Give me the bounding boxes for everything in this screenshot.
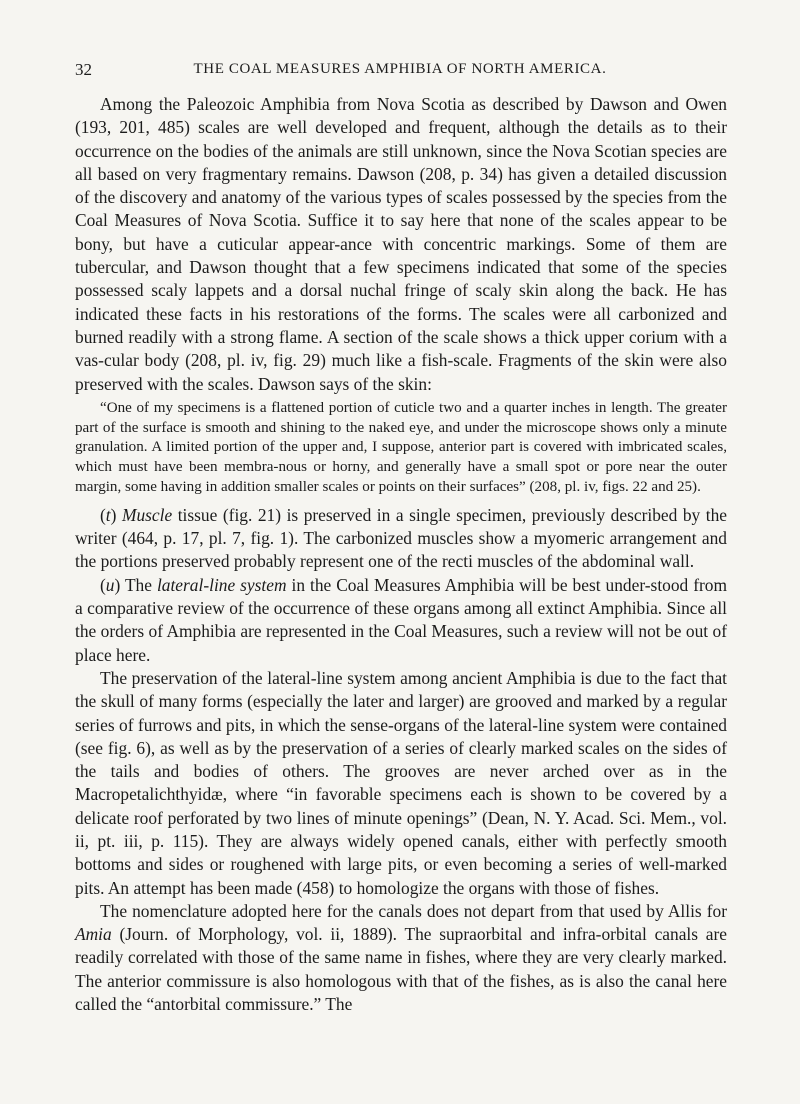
body-text [75,93,727,1016]
text-run: Among the Paleozoic Amphibia from Nova Scotia as described by Dawson and Owen (193, 201, 485) scales are well developed and frequent, although the details as to their occurrence on the bodies of the animals are still unknown, since the Nova Scotian species are all based on very fragmentary remains. Dawson (208, p. 34) has given a detailed discussion of the discovery and anatomy of the various types of scales possessed by the species from the Coal Measures of Nova Scotia. Suffice it to say here that none of the scales appear to be bony, but have a cuticular appear-ance with concentric markings. Some of them are tubercular, and Dawson thought that a few specimens indicated that some of the species possessed scaly lappets and a dorsal nuchal fringe of scaly skin along the back. He has indicated these facts in his restorations of the forms. The scales were all carbonized and burned readily with a strong flame. A section of the scale shows a thick upper corium with a vas-cular body (208, pl. iv, fig. 29) much like a fish-scale. Fragments of the skin were also preserved with the scales. Dawson says of the skin: [75,94,727,394]
paragraph-scales [75,93,727,396]
text-run: in the Coal Measures Amphibia will be best under-stood from a comparative review of the occurrence of these organs among all extinct Amphibia. Since all the orders of Amphibia are represented in the Coal Measures, such a review will not be out of place here. [75,574,728,665]
section-letter-t: t [105,504,111,525]
text-run: ( [100,574,106,595]
block-quote-skin [75,399,727,498]
text-run: ( [100,504,106,525]
text-run: “One of my specimens is a flattened portion of cuticle two and a quarter inches in length. The greater part of the surface is smooth and shining to the naked eye, and under the microscope shows only a minute granulation. A limited portion of the upper and, I suppose, anterior part is covered with imbricated scales, which must have been membra-nous or horny, and generally have a small spot or pore near the outer margin, some having in addition smaller scales or points on their surfaces” (208, pl. iv, figs. 22 and 25). [75,399,727,496]
paragraph-lateral-line [75,574,727,667]
paragraph-nomenclature [75,900,727,1016]
term-lateral-line-system: lateral-line system [156,574,287,595]
text-run: The preservation of the lateral-line system among ancient Amphibia is due to the fact that the skull of many forms (especially the later and larger) are grooved and marked by a regular series of furrows and pits, in which the sense-organs of the lateral-line system were contained (see fig. 6), as well as by the preservation of a series of clearly marked scales on the sides of the tails and bodies of others. The grooves are never arched over as in the Macropetalichthyidæ, where “in favorable specimens each is shown to be covered by a delicate roof perforated by two lines of minute openings” (Dean, N. Y. Acad. Sci. Mem., vol. ii, pt. iii, p. 115). They are always widely opened canals, either with perfectly smooth bottoms and sides or roughened with large pits, or even becoming a series of well-marked pits. An attempt has been made (458) to homologize the organs with those of fishes. [75,667,727,898]
paragraph-preservation [75,667,727,900]
page-number: 32 [75,60,92,79]
section-letter-u: u [105,574,115,595]
text-run: ) [110,504,122,525]
paragraph-muscle [75,504,727,574]
text-run: tissue (fig. 21) is preserved in a single specimen, previously described by the writer (464, p. 17, pl. 7, fig. 1). The carbonized muscles show a myomeric arrangement and the portions preserved probably represent one of the recti muscles of the abdominal wall. [75,504,727,572]
text-run: ) The [114,574,157,595]
text-run: The nomenclature adopted here for the canals does not depart from that used by Allis for [100,900,727,921]
running-title: THE COAL MEASURES AMPHIBIA OF NORTH AMERICA. [193,61,607,77]
text-run: (Journ. of Morphology, vol. ii, 1889). The supraorbital and infra-orbital canals are readily correlated with those of the same name in fishes, where they are very clearly marked. The anterior commissure is also homologous with that of the fishes, as is also the canal here called the “antorbital commissure.” The [75,924,727,1015]
page-header [75,60,725,84]
term-amia: Amia [75,924,112,945]
term-muscle: Muscle [121,504,173,525]
